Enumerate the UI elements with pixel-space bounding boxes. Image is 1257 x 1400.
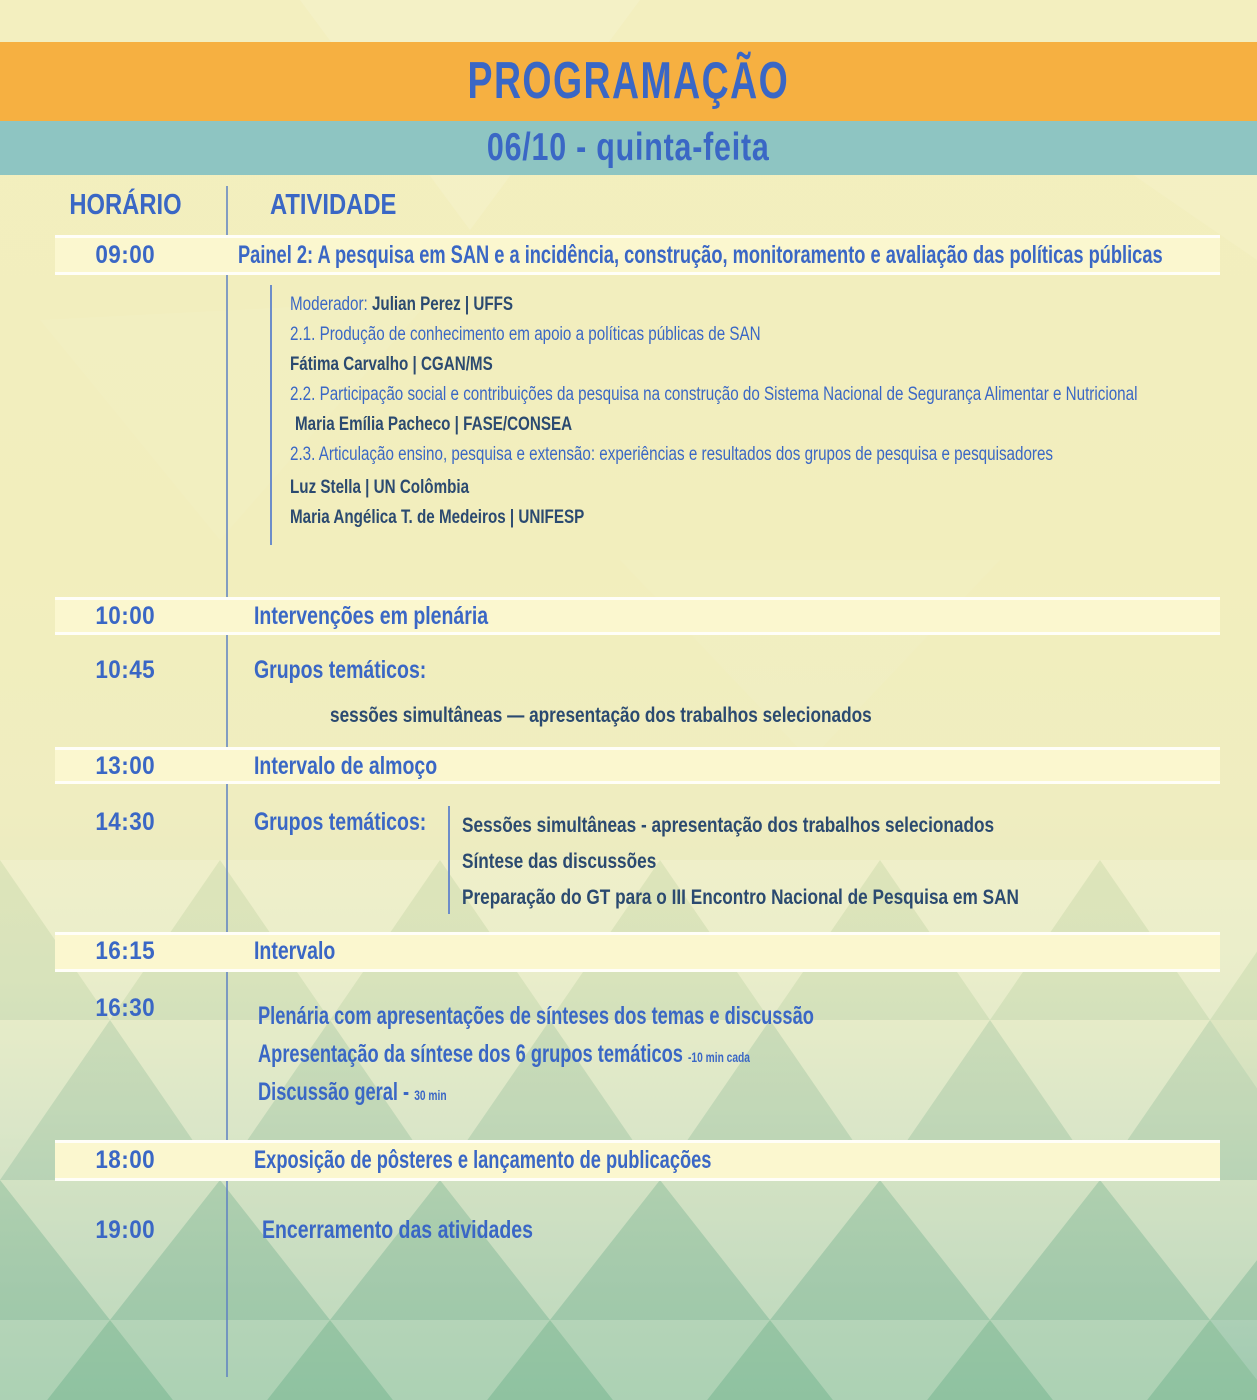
date-banner [0, 121, 1257, 175]
time-label-1300: 13:00 [95, 752, 155, 780]
time-label-1000: 10:00 [95, 602, 155, 630]
activity-title-1900: Encerramento das atividades [262, 1216, 533, 1244]
detail-moderator: Moderador: Julian Perez | UFFS [290, 294, 514, 315]
highlight-band-1000 [55, 597, 1220, 635]
activity-note-1045: sessões simultâneas — apresentação dos trabalhos selecionados [330, 704, 872, 727]
panel-details-divider [270, 285, 272, 545]
activity-title-1430: Grupos temáticos: [254, 808, 427, 836]
group-items-divider [448, 806, 450, 914]
detail-topic-22: 2.2. Participação social e contribuições da pesquisa na construção do Sistema Nacional de Segurança Alimentar e Nutricional [290, 384, 1138, 405]
plenary-line-2: Apresentação da síntese dos 6 grupos temáticos -10 min cada [258, 1040, 750, 1068]
activity-title-1615: Intervalo [254, 937, 336, 965]
activity-title-0900: Painel 2: A pesquisa em SAN e a incidência, construção, monitoramento e avaliação das políticas públicas [238, 241, 1163, 269]
plenary-line-3: Discussão geral - 30 min [258, 1078, 447, 1106]
program-title: PROGRAMAÇÃO [467, 52, 790, 110]
highlight-band-1300 [55, 747, 1220, 784]
date-label: 06/10 - quinta-feita [487, 126, 770, 169]
time-label-1900: 19:00 [95, 1216, 155, 1244]
detail-speaker-maria-angelica: Maria Angélica T. de Medeiros | UNIFESP [290, 507, 585, 528]
group-item-1: Sessões simultâneas - apresentação dos trabalhos selecionados [462, 814, 995, 837]
time-label-1045: 10:45 [95, 656, 155, 684]
time-label-1615: 16:15 [95, 937, 155, 965]
duration-note-30min: 30 min [414, 1087, 447, 1103]
time-label-1430: 14:30 [95, 808, 155, 836]
activity-title-1045: Grupos temáticos: [254, 656, 427, 684]
time-label-1630: 16:30 [95, 994, 155, 1022]
activity-title-1000: Intervenções em plenária [254, 602, 489, 630]
time-label-1800: 18:00 [95, 1146, 155, 1174]
detail-speaker-maria-emilia: Maria Emília Pacheco | FASE/CONSEA [295, 414, 573, 435]
activity-title-1800: Exposição de pôsteres e lançamento de publicações [254, 1146, 712, 1174]
column-header-time: HORÁRIO [68, 189, 182, 221]
detail-topic-23: 2.3. Articulação ensino, pesquisa e extensão: experiências e resultados dos grupos de pesquisa e pesquisadores [290, 444, 1054, 465]
group-item-2: Síntese das discussões [462, 850, 657, 873]
group-item-3: Preparação do GT para o III Encontro Nacional de Pesquisa em SAN [462, 886, 1019, 909]
highlight-band-1615 [55, 932, 1220, 972]
activity-title-1300: Intervalo de almoço [254, 752, 438, 780]
plenary-line-1: Plenária com apresentações de sínteses dos temas e discussão [258, 1002, 814, 1030]
duration-note-10min: -10 min cada [688, 1049, 750, 1065]
column-header-activity: ATIVIDADE [270, 189, 397, 221]
program-title-banner [0, 42, 1257, 121]
detail-speaker-luz-stella: Luz Stella | UN Colômbia [290, 477, 470, 498]
detail-topic-21: 2.1. Produção de conhecimento em apoio a políticas públicas de SAN [290, 324, 761, 345]
time-label-0900: 09:00 [95, 241, 155, 269]
detail-speaker-fatima: Fátima Carvalho | CGAN/MS [290, 354, 493, 375]
